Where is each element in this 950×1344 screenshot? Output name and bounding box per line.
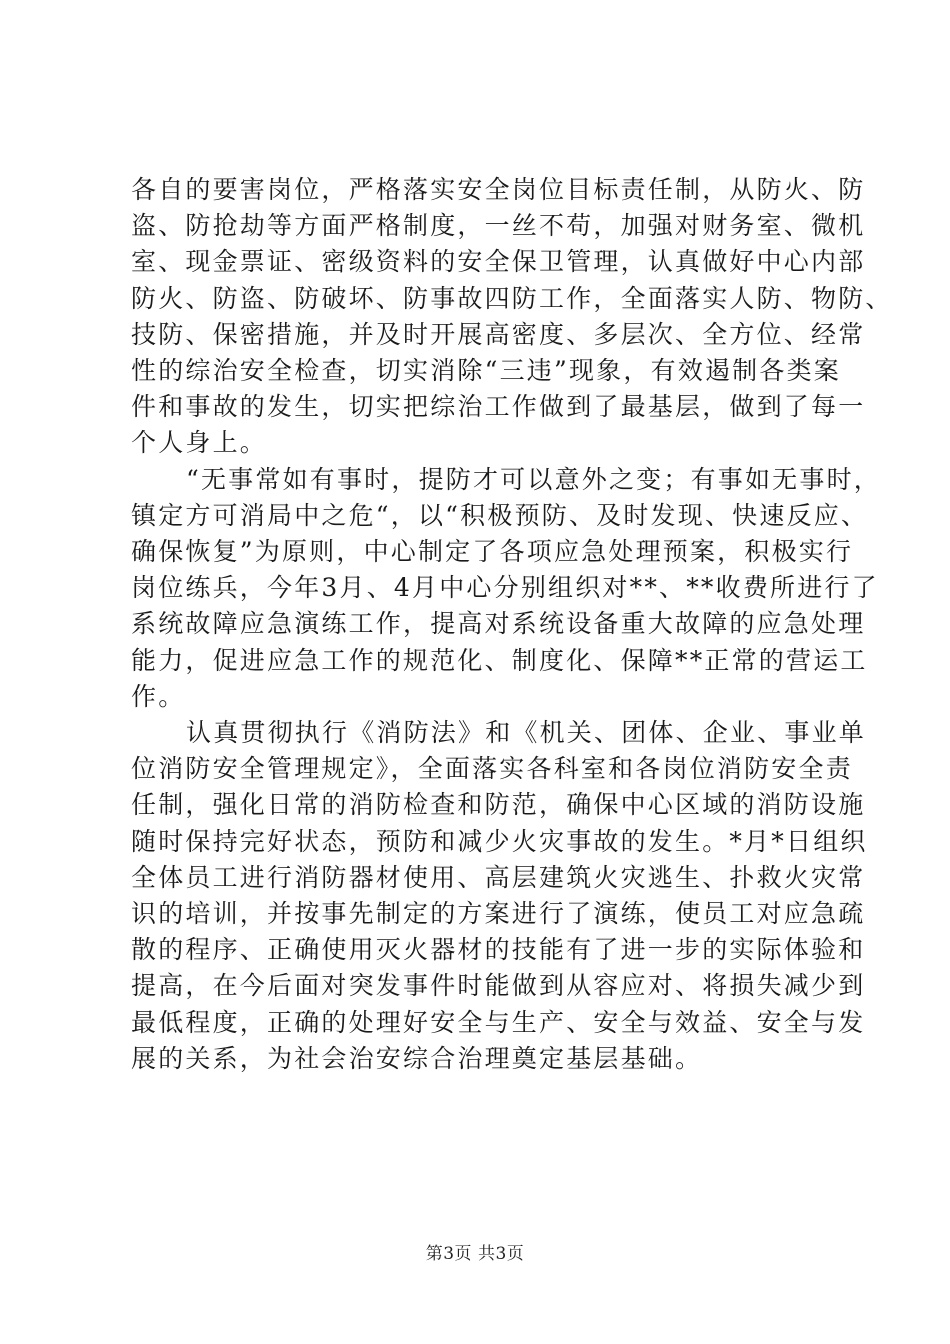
text-line: 确保恢复”为原则，中心制定了各项应急处理预案，积极实行 — [131, 537, 854, 567]
text-line: 件和事故的发生，切实把综治工作做到了最基层，做到了每一 — [131, 392, 866, 422]
text-line: “无事常如有事时，提防才可以意外之变；有事如无事时， — [186, 464, 881, 494]
page-footer — [0, 1244, 950, 1264]
text-line: 全体员工进行消防器材使用、高层建筑火灾逃生、扑救火灾常 — [131, 862, 866, 892]
text-line: 镇定方可消局中之危“，以“积极预防、及时发现、快速反应、 — [131, 500, 869, 530]
text-line: 盗、防抢劫等方面严格制度，一丝不苟，加强对财务室、微机 — [131, 211, 866, 241]
paragraph-1 — [131, 172, 893, 462]
text-line: 任制，强化日常的消防检查和防范，确保中心区域的消防设施 — [131, 790, 866, 820]
text-line: 位消防安全管理规定》，全面落实各科室和各岗位消防安全责 — [131, 754, 853, 784]
page-number-label: 第3页 共3页 — [425, 1244, 525, 1264]
text-line: 技防、保密措施，并及时开展高密度、多层次、全方位、经常 — [131, 319, 866, 349]
text-line: 散的程序、正确使用灭火器材的技能有了进一步的实际体验和 — [131, 935, 866, 965]
document-body — [131, 172, 893, 1077]
text-line: 最低程度，正确的处理好安全与生产、安全与效益、安全与发 — [131, 1007, 866, 1037]
text-line: 岗位练兵，今年3月、4月中心分别组织对**、**收费所进行了 — [131, 573, 879, 603]
text-line: 提高，在今后面对突发事件时能做到从容应对、将损失减少到 — [131, 971, 866, 1001]
text-line: 防火、防盗、防破坏、防事故四防工作，全面落实人防、物防、 — [131, 283, 893, 313]
text-line: 展的关系，为社会治安综合治理奠定基层基础。 — [131, 1043, 703, 1073]
text-line: 随时保持完好状态，预防和减少火灾事故的发生。*月*日组织 — [131, 826, 868, 856]
text-line: 室、现金票证、密级资料的安全保卫管理，认真做好中心内部 — [131, 247, 866, 277]
text-line: 个人身上。 — [131, 428, 268, 458]
text-line: 识的培训，并按事先制定的方案进行了演练，使员工对应急疏 — [131, 899, 866, 929]
paragraph-3 — [131, 715, 868, 1077]
text-line: 系统故障应急演练工作，提高对系统设备重大故障的应急处理 — [131, 609, 866, 639]
text-line: 认真贯彻执行《消防法》和《机关、团体、企业、事业单 — [186, 718, 867, 748]
paragraph-2 — [131, 462, 881, 715]
text-line: 各自的要害岗位，严格落实安全岗位目标责任制，从防火、防 — [131, 175, 866, 204]
text-line: 性的综治安全检查，切实消除“三违”现象，有效遏制各类案 — [131, 356, 841, 386]
text-line: 能力，促进应急工作的规范化、制度化、保障**正常的营运工 — [131, 645, 868, 675]
text-line: 作。 — [131, 681, 186, 711]
